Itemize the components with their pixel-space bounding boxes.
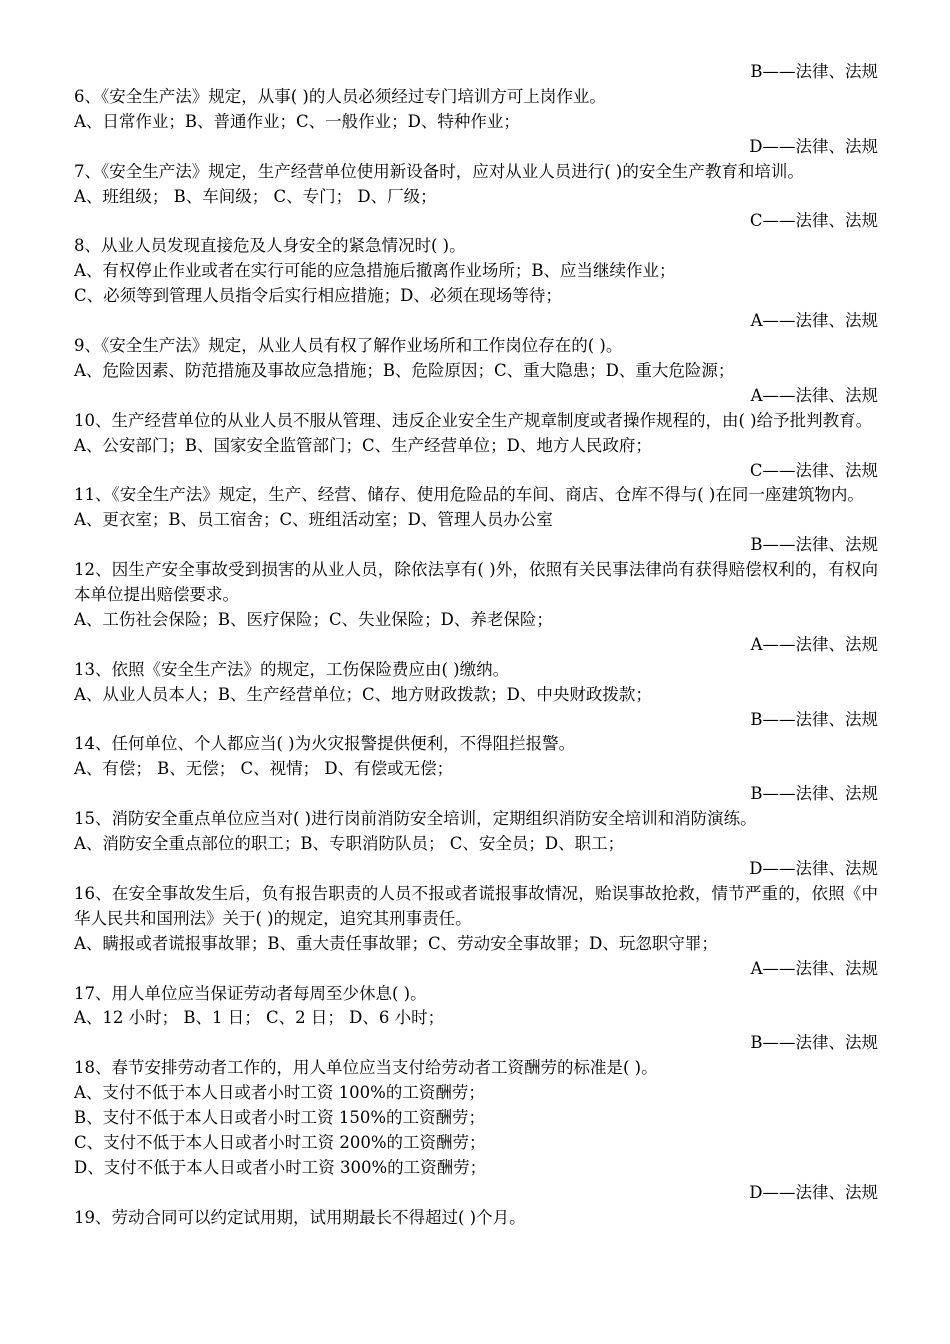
answer-options: A、12 小时； B、1 日； C、2 日； D、6 小时； (74, 1008, 445, 1028)
question-text: 19、劳动合同可以约定试用期，试用期最长不得超过( )个月。 (74, 1207, 526, 1227)
answer-key: D——法律、法规 (749, 1182, 878, 1202)
question-text: 15、消防安全重点单位应当对( )进行岗前消防安全培训，定期组织消防安全培训和消防演练。 (74, 809, 757, 829)
answer-options: A、从业人员本人；B、生产经营单位；C、地方财政拨款；D、中央财政拨款； (74, 684, 652, 704)
answer-key: A——法律、法规 (750, 385, 878, 405)
question-text: 16、在安全事故发生后，负有报告职责的人员不报或者谎报事故情况，贻误事故抢救，情节严重的，依照《中华人民共和国刑法》关于( )的规定，追究其刑事责任。 (74, 883, 878, 928)
answer-key: D——法律、法规 (749, 136, 878, 156)
answer-options: A、有偿； B、无偿； C、视情； D、有偿或无偿； (74, 759, 454, 779)
answer-options: A、班组级； B、车间级； C、专门； D、厂级； (74, 186, 437, 206)
question-text: 18、春节安排劳动者工作的，用人单位应当支付给劳动者工资酬劳的标准是( )。 (74, 1058, 658, 1078)
answer-options: A、有权停止作业或者在实行可能的应急措施后撤离作业场所；B、应当继续作业； (74, 261, 676, 281)
answer-key: A——法律、法规 (750, 958, 878, 978)
question-text: 8、从业人员发现直接危及人身安全的紧急情况时( )。 (74, 236, 466, 256)
answer-key: B——法律、法规 (750, 784, 878, 804)
question-text: 12、因生产安全事故受到损害的从业人员，除依法享有( )外，依照有关民事法律尚有获得赔偿权利的，有权向本单位提出赔偿要求。 (74, 560, 878, 605)
answer-options: A、公安部门；B、国家安全监管部门；C、生产经营单位；D、地方人民政府； (74, 435, 652, 455)
answer-key: B——法律、法规 (750, 535, 878, 555)
question-text: 9、《安全生产法》规定，从业人员有权了解作业场所和工作岗位存在的( )。 (74, 335, 623, 355)
question-text: 11、《安全生产法》规定，生产、经营、储存、使用危险品的车间、商店、仓库不得与( )在同一座建筑物内。 (74, 485, 864, 505)
answer-key: B——法律、法规 (750, 1033, 878, 1053)
answer-options: A、危险因素、防范措施及事故应急措施；B、危险原因；C、重大隐患；D、重大危险源； (74, 360, 735, 380)
question-text: 13、依照《安全生产法》的规定，工伤保险费应由( )缴纳。 (74, 659, 510, 679)
answer-key: D——法律、法规 (749, 859, 878, 878)
question-text: 14、任何单位、个人都应当( )为火灾报警提供便利，不得阻拦报警。 (74, 734, 576, 754)
answer-options: A、工伤社会保险；B、医疗保险；C、失业保险；D、养老保险； (74, 609, 553, 629)
answer-options: C、支付不低于本人日或者小时工资 200%的工资酬劳； (74, 1132, 486, 1152)
answer-options: A、瞒报或者谎报事故罪；B、重大责任事故罪；C、劳动安全事故罪；D、玩忽职守罪； (74, 933, 718, 953)
question-text: 10、生产经营单位的从业人员不服从管理、违反企业安全生产规章制度或者操作规程的，由( )给予批判教育。 (74, 410, 873, 430)
answer-key: B——法律、法规 (750, 62, 878, 81)
answer-key: B——法律、法规 (750, 709, 878, 729)
answer-options: B、支付不低于本人日或者小时工资 150%的工资酬劳； (74, 1108, 486, 1128)
answer-options: C、必须等到管理人员指令后实行相应措施；D、必须在现场等待； (74, 286, 562, 306)
answer-key: A——法律、法规 (750, 311, 878, 331)
question-text: 6、《安全生产法》规定，从事( )的人员必须经过专门培训方可上岗作业。 (74, 86, 606, 106)
answer-options: D、支付不低于本人日或者小时工资 300%的工资酬劳； (74, 1157, 487, 1177)
answer-key: A——法律、法规 (750, 634, 878, 654)
answer-options: A、更衣室；B、员工宿舍；C、班组活动室；D、管理人员办公室 (74, 510, 553, 530)
document-body (74, 60, 878, 1231)
question-text: 7、《安全生产法》规定，生产经营单位使用新设备时，应对从业人员进行( )的安全生产教育和培训。 (74, 161, 804, 181)
answer-key: C——法律、法规 (749, 460, 878, 480)
answer-options: A、支付不低于本人日或者小时工资 100%的工资酬劳； (74, 1083, 485, 1103)
question-text: 17、用人单位应当保证劳动者每周至少休息( )。 (74, 983, 427, 1003)
answer-options: A、日常作业；B、普通作业；C、一般作业；D、特种作业； (74, 111, 520, 131)
answer-options: A、消防安全重点部位的职工；B、专职消防队员； C、安全员；D、职工； (74, 834, 625, 854)
answer-key: C——法律、法规 (749, 211, 878, 231)
